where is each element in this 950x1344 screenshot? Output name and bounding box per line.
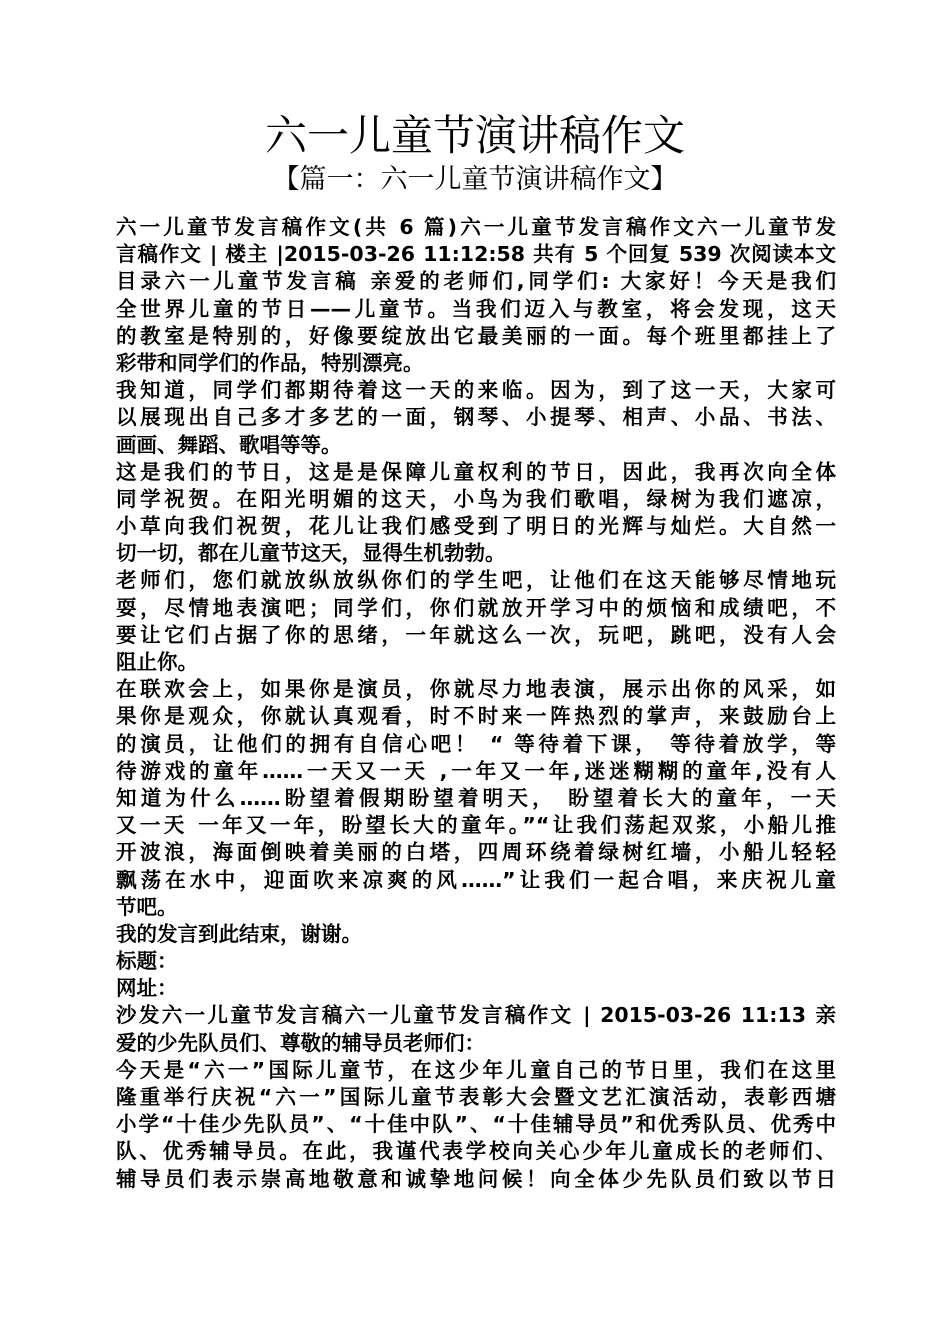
body-line: 以展现出自己多才多艺的一面，钢琴、小提琴、相声、小品、书法、 bbox=[116, 405, 836, 430]
body-line: 今天是“六一”国际儿童节，在这少年儿童自己的节日里，我们在这里 bbox=[116, 1057, 836, 1082]
body-line: 这是我们的节日，这是是保障儿童权利的节日，因此，我再次向全体 bbox=[116, 459, 836, 484]
document-subtitle: 【篇一：六一儿童节演讲稿作文】 bbox=[272, 164, 678, 195]
body-line: 全世界儿童的节日——儿童节。当我们迈入与教室，将会发现，这天 bbox=[116, 296, 836, 321]
body-line: 耍，尽情地表演吧；同学们，你们就放开学习中的烦恼和成绩吧，不 bbox=[116, 595, 836, 620]
body-line: 我知道，同学们都期待着这一天的来临。因为，到了这一天，大家可 bbox=[116, 378, 836, 403]
body-line: 知道为什么……盼望着假期盼望着明天， 盼望着长大的童年，一天 bbox=[116, 785, 836, 810]
document-title: 六一儿童节演讲稿作文 bbox=[264, 111, 685, 160]
body-line: 沙发六一儿童节发言稿六一儿童节发言稿作文 | 2015-03-26 11:13 亲 bbox=[116, 1003, 836, 1028]
body-line: 要让它们占据了你的思绪，一年就这么一次，玩吧，跳吧，没有人会 bbox=[116, 622, 836, 647]
body-line: 开波浪，海面倒映着美丽的白塔，四周环绕着绿树红墙，小船儿轻轻 bbox=[116, 840, 836, 865]
body-line: 飘荡在水中，迎面吹来凉爽的风……”让我们一起合唱，来庆祝儿童 bbox=[116, 867, 836, 892]
body-line: 老师们，您们就放纵放纵你们的学生吧，让他们在这天能够尽情地玩 bbox=[116, 568, 836, 593]
body-line: 在联欢会上，如果你是演员，你就尽力地表演，展示出你的风采，如 bbox=[116, 677, 836, 702]
body-line: 的演员，让他们的拥有自信心吧！ “ 等待着下课， 等待着放学，等 bbox=[116, 731, 836, 756]
body-line: 待游戏的童年……一天又一天 ,一年又一年,迷迷糊糊的童年,没有人 bbox=[116, 758, 836, 783]
body-line: 小学“十佳少先队员”、“十佳中队”、“十佳辅导员”和优秀队员、优秀中 bbox=[116, 1112, 836, 1137]
body-line: 切一切，都在儿童节这天，显得生机勃勃。 bbox=[116, 541, 506, 566]
body-line: 辅导员们表示崇高地敬意和诚挚地问候！向全体少先队员们致以节日 bbox=[116, 1166, 836, 1191]
body-line: 节吧。 bbox=[116, 894, 178, 919]
body-line: 画画、舞蹈、歌唱等等。 bbox=[116, 432, 342, 457]
body-line: 同学祝贺。在阳光明媚的这天，小鸟为我们歌唱，绿树为我们遮凉， bbox=[116, 486, 836, 511]
body-line: 网址： bbox=[116, 976, 178, 1001]
body-line: 标题： bbox=[116, 949, 178, 974]
body-line: 队、优秀辅导员。在此，我谨代表学校向关心少年儿童成长的老师们、 bbox=[116, 1139, 836, 1164]
body-line: 果你是观众，你就认真观看，时不时来一阵热烈的掌声，来鼓励台上 bbox=[116, 704, 836, 729]
body-line: 六一儿童节发言稿作文(共 6 篇)六一儿童节发言稿作文六一儿童节发 bbox=[116, 215, 836, 239]
body-line: 阻止你。 bbox=[116, 650, 198, 674]
body-line: 的教室是特别的，好像要绽放出它最美丽的一面。每个班里都挂上了 bbox=[116, 323, 836, 348]
body-line: 爱的少先队员们、尊敬的辅导员老师们： bbox=[116, 1030, 485, 1055]
body-line: 目录六一儿童节发言稿 亲爱的老师们,同学们: 大家好！今天是我们 bbox=[116, 269, 836, 294]
body-line: 言稿作文 | 楼主 |2015-03-26 11:12:58 共有 5 个回复 539 次阅读本文 bbox=[116, 242, 836, 267]
body-line: 彩带和同学们的作品，特别漂亮。 bbox=[116, 350, 424, 375]
body-line: 又一天 一年又一年，盼望长大的童年。”“让我们荡起双浆，小船儿推 bbox=[116, 813, 836, 838]
body-line: 隆重举行庆祝“六一”国际儿童节表彰大会暨文艺汇演活动，表彰西塘 bbox=[116, 1085, 836, 1109]
body-line: 小草向我们祝贺，花儿让我们感受到了明日的光辉与灿烂。大自然一 bbox=[116, 514, 836, 539]
body-line: 我的发言到此结束，谢谢。 bbox=[116, 921, 362, 946]
document-body bbox=[116, 214, 836, 1193]
